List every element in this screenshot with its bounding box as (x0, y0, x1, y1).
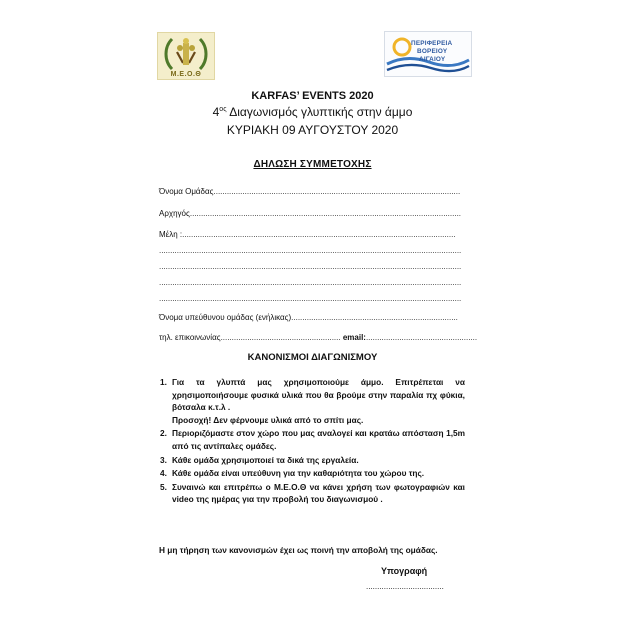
phone-label: τηλ. επικοινωνίας (159, 333, 221, 342)
members-line-5: ........................................................................................................................................ (159, 294, 462, 303)
rule-text: Για τα γλυπτά μας χρησιμοποιούμε άμμο. Επιτρέπεται να χρησιμοποιήσουμε φυσικά υλικά που θα βρούμε στην παραλία πχ φύκια, βότσαλα κ.τ.λ . (172, 377, 465, 413)
leader-label: Αρχηγός (159, 209, 190, 218)
rule-text: Συναινώ και επιτρέπω ο Μ.Ε.Ο.Θ να κάνει χρήση των φωτογραφιών και video της ημέρας για την προβολή του διαγωνισμού . (172, 481, 465, 505)
rule-item (160, 454, 465, 467)
rule-item (160, 376, 465, 426)
contest-ordinal: ος (219, 106, 227, 113)
members-line-2: ........................................................................................................................................ (159, 246, 462, 255)
responsible-field: Όνομα υπεύθυνου ομάδας (ενήλικας)........................................................................... (159, 313, 458, 322)
contest-title (0, 105, 625, 119)
rules-title: ΚΑΝΟΝΙΣΜΟΙ ΔΙΑΓΩΝΙΣΜΟΥ (247, 352, 378, 363)
rule-text: Κάθε ομάδα χρησιμοποιεί τα δικά της εργαλεία. (172, 454, 359, 465)
members-line-4: ........................................................................................................................................ (159, 278, 462, 287)
members-label: Μέλη : (159, 230, 183, 239)
contest-number: 4 (212, 105, 220, 119)
signature-line: ................................... (366, 582, 444, 591)
rule-number: 2. (160, 428, 167, 439)
members-line-3: ........................................................................................................................................ (159, 262, 462, 271)
rule-number: 3. (160, 454, 167, 465)
signature-label: Υπογραφή (381, 566, 428, 576)
rule-item (160, 427, 465, 452)
event-date: ΚΥΡΙΑΚΗ 09 ΑΥΓΟΥΣΤΟΥ 2020 (226, 123, 399, 137)
meoth-logo (157, 32, 215, 80)
rules-list (160, 376, 465, 507)
rule-item (160, 467, 465, 480)
declaration-title: ΔΗΛΩΣΗ ΣΥΜΜΕΤΟΧΗΣ (253, 159, 372, 170)
leader-field: Αρχηγός.......................................................................................................................... (159, 209, 462, 218)
logo-line-1: ΠΕΡΙΦΕΡΕΙΑ (411, 40, 453, 47)
contest-text: Διαγωνισμός γλυπτικής στην άμμο (226, 105, 413, 119)
penalty-note: Η μη τήρηση των κανονισμών έχει ως ποινή την αποβολή της ομάδας. (159, 545, 438, 555)
logo-line-3: ΑΙΓΑΙΟΥ (419, 56, 446, 63)
team-name-field: Όνομα Ομάδας............................................................................................................... (159, 187, 461, 196)
rule-note: Προσοχή! Δεν φέρνουμε υλικά από το σπίτι μας. (172, 414, 364, 425)
members-field: Μέλη :........................................................................................................................... (159, 230, 456, 239)
rule-text: Κάθε ομάδα είναι υπεύθυνη για την καθαριότητα του χώρου της. (172, 468, 425, 479)
team-name-label: Όνομα Ομάδας (159, 187, 214, 196)
region-north-aegean-logo (384, 31, 472, 77)
rule-text: Περιοριζόμαστε στον χώρο που μας αναλογεί και κρατάω απόσταση 1,5m από τις αντίπαλες ομάδες. (172, 428, 465, 451)
rule-number: 5. (160, 481, 167, 492)
event-title: KARFAS’ EVENTS 2020 (251, 90, 374, 102)
meoth-logo-text: Μ.Ε.Ο.Θ (170, 71, 202, 78)
logo-line-2: ΒΟΡΕΙΟΥ (417, 48, 448, 55)
rule-number: 4. (160, 468, 167, 479)
rule-number: 1. (160, 377, 167, 387)
contact-field: τηλ. επικοινωνίας...................................................... email:.................................................. (159, 333, 478, 342)
rule-item (160, 481, 465, 506)
responsible-label: Όνομα υπεύθυνου ομάδας (ενήλικας) (159, 313, 292, 322)
email-label: email: (342, 333, 366, 342)
